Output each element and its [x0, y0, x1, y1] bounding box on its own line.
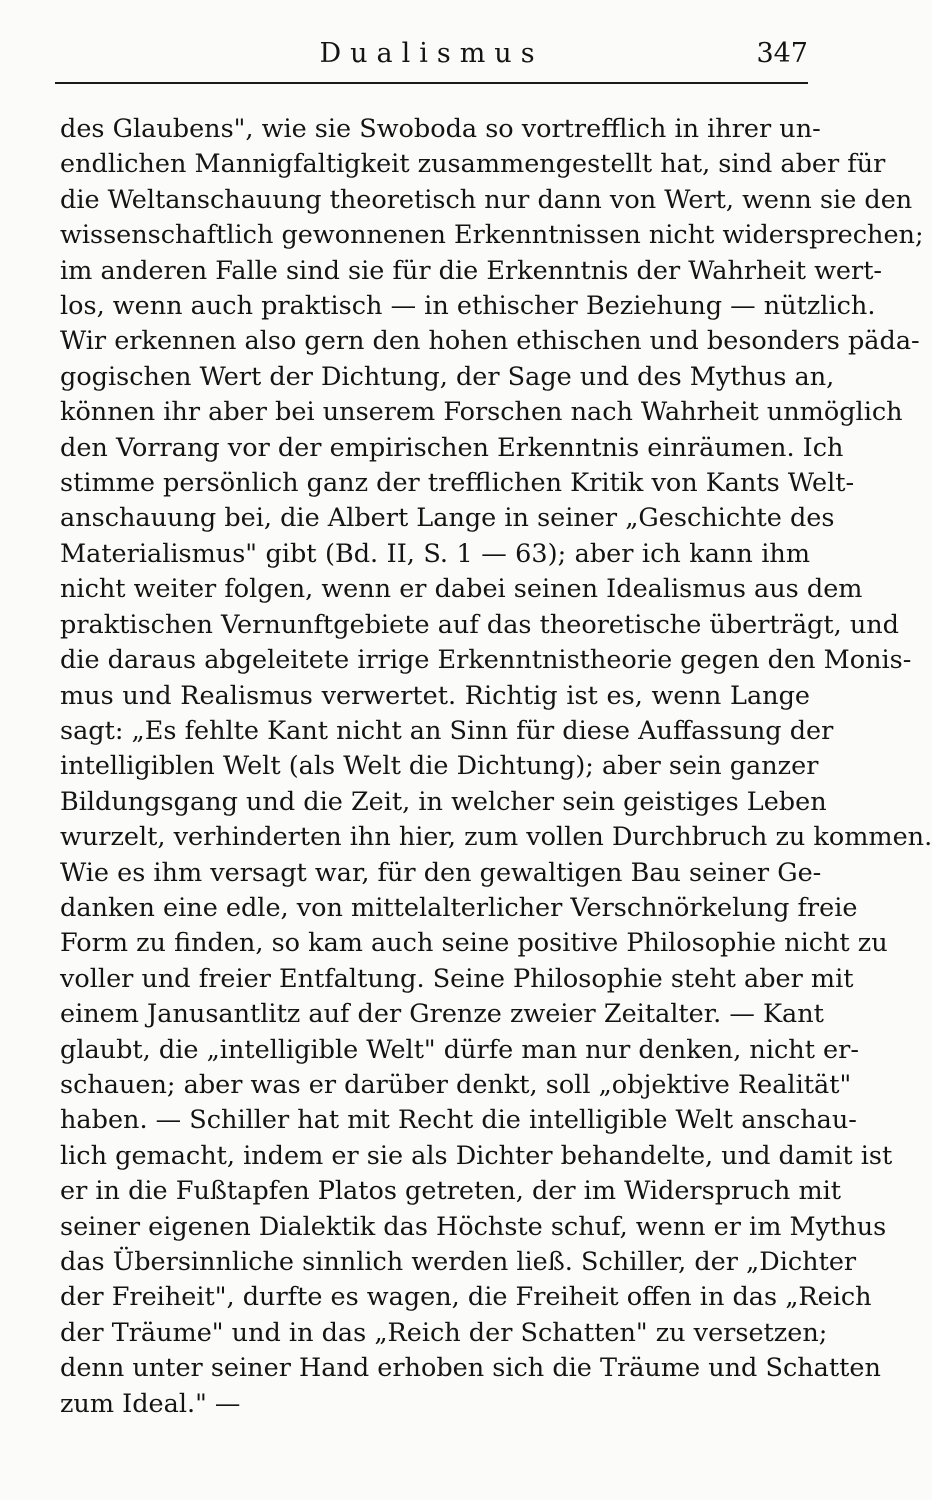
- text-line: können ihr aber bei unserem Forschen nach Wahrheit unmöglich: [60, 397, 903, 428]
- running-head: [55, 38, 808, 82]
- text-line: den Vorrang vor der empirischen Erkenntnis einräumen. Ich: [60, 432, 844, 463]
- text-line: denn unter seiner Hand erhoben sich die Träume und Schatten: [60, 1353, 881, 1384]
- text-line: die daraus abgeleitete irrige Erkenntnistheorie gegen den Monis-: [60, 645, 912, 676]
- text-line: die Weltanschauung theoretisch nur dann von Wert, wenn sie den: [60, 184, 913, 215]
- text-line: wurzelt, verhinderten ihn hier, zum vollen Durchbruch zu kommen.: [60, 822, 932, 853]
- text-line: intelligiblen Welt (als Welt die Dichtung); aber sein ganzer: [60, 751, 819, 782]
- text-line: voller und freier Entfaltung. Seine Philosophie steht aber mit: [60, 963, 854, 994]
- text-line: praktischen Vernunftgebiete auf das theoretische überträgt, und: [60, 609, 900, 640]
- text-line: los, wenn auch praktisch — in ethischer Beziehung — nützlich.: [60, 291, 876, 322]
- text-line: stimme persönlich ganz der trefflichen Kritik von Kants Welt-: [60, 468, 855, 499]
- text-line: das Übersinnliche sinnlich werden ließ. Schiller, der „Dichter: [60, 1247, 857, 1277]
- text-line: haben. — Schiller hat mit Recht die intelligible Welt anschau-: [60, 1105, 857, 1136]
- page-number: 347: [756, 38, 808, 69]
- text-line: endlichen Mannigfaltigkeit zusammengestellt hat, sind aber für: [60, 149, 886, 180]
- running-title: Dualismus: [319, 38, 544, 69]
- text-line: wissenschaftlich gewonnenen Erkenntnissen nicht widersprechen;: [60, 220, 924, 251]
- text-line: einem Janusantlitz auf der Grenze zweier Zeitalter. — Kant: [60, 999, 824, 1030]
- text-line: glaubt, die „intelligible Welt" dürfe man nur denken, nicht er-: [60, 1034, 859, 1065]
- text-line: Materialismus" gibt (Bd. II, S. 1 — 63); aber ich kann ihm: [60, 538, 810, 569]
- text-line: sagt: „Es fehlte Kant nicht an Sinn für diese Auffassung der: [60, 715, 834, 746]
- text-line: anschauung bei, die Albert Lange in seiner „Geschichte des: [60, 503, 835, 534]
- text-line: lich gemacht, indem er sie als Dichter behandelte, und damit ist: [60, 1140, 893, 1171]
- text-line: er in die Fußtapfen Platos getreten, der im Widerspruch mit: [60, 1176, 842, 1207]
- header-rule: [55, 82, 808, 84]
- text-line: gogischen Wert der Dichtung, der Sage und des Mythus an,: [60, 361, 835, 392]
- text-line: schauen; aber was er darüber denkt, soll „objektive Realität": [60, 1069, 852, 1100]
- text-line: danken eine edle, von mittelalterlicher Verschnörkelung freie: [60, 892, 858, 923]
- text-line: zum Ideal." —: [60, 1388, 241, 1419]
- text-line: Wie es ihm versagt war, für den gewaltigen Bau seiner Ge-: [60, 857, 822, 888]
- text-line: nicht weiter folgen, wenn er dabei seinen Idealismus aus dem: [60, 574, 863, 605]
- text-line: der Freiheit", durfte es wagen, die Freiheit offen in das „Reich: [60, 1282, 872, 1313]
- text-line: mus und Realismus verwertet. Richtig ist es, wenn Lange: [60, 680, 810, 711]
- text-line: des Glaubens", wie sie Swoboda so vortrefflich in ihrer un-: [60, 114, 821, 144]
- text-line: im anderen Falle sind sie für die Erkenntnis der Wahrheit wert-: [60, 255, 883, 286]
- text-line: seiner eigenen Dialektik das Höchste schuf, wenn er im Mythus: [60, 1211, 887, 1242]
- text-line: Form zu finden, so kam auch seine positive Philosophie nicht zu: [60, 928, 888, 959]
- text-line: Bildungsgang und die Zeit, in welcher sein geistiges Leben: [60, 786, 827, 817]
- text-line: Wir erkennen also gern den hohen ethischen und besonders päda-: [60, 326, 920, 357]
- text-line: der Träume" und in das „Reich der Schatten" zu versetzen;: [60, 1317, 828, 1348]
- body-text: [60, 112, 932, 1422]
